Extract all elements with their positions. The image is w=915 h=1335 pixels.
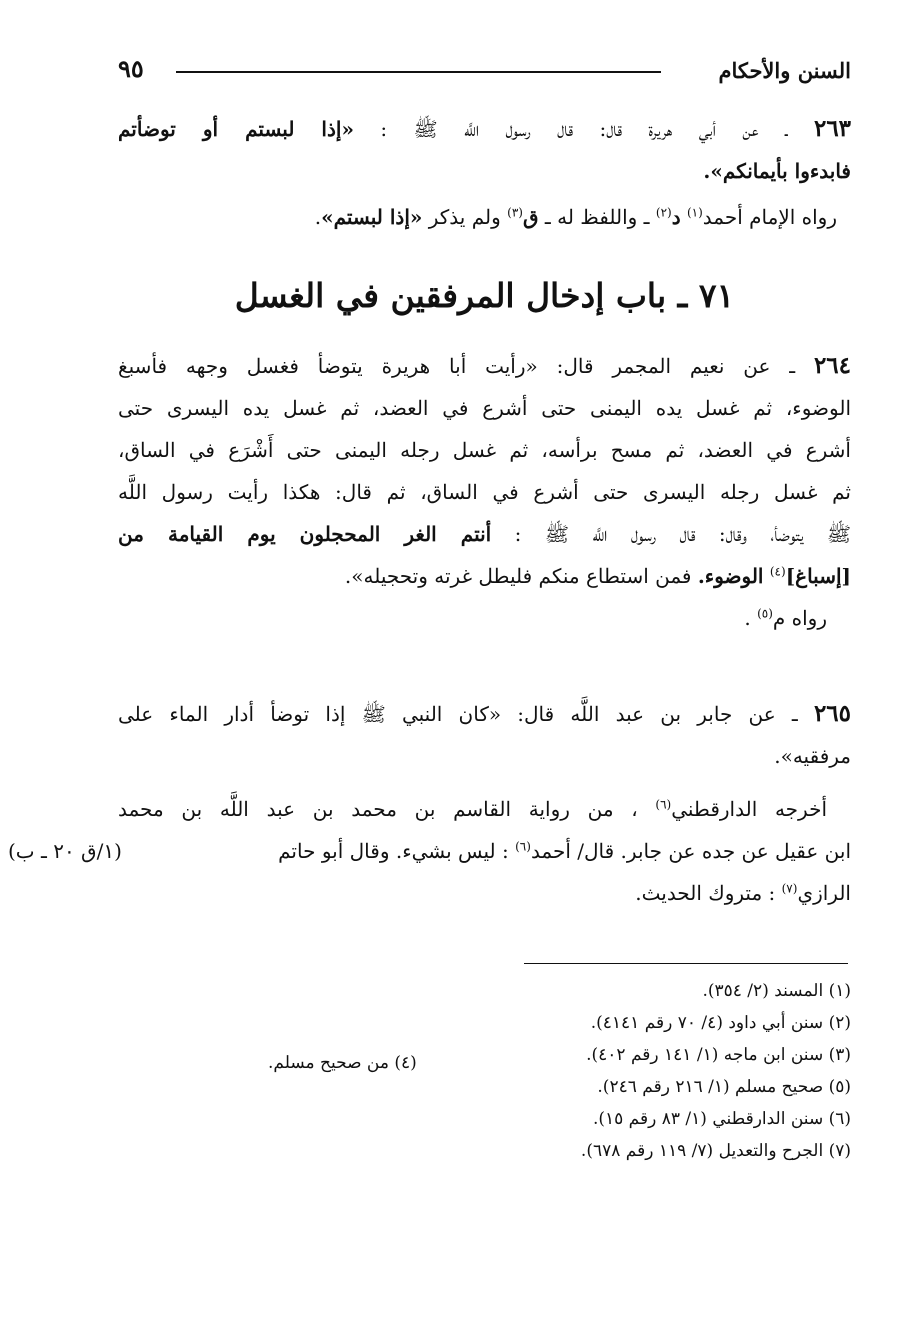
hadith-264-text: ﷺ يتوضأ، وقال: قال رسول اللَّه ﷺ : (514, 522, 852, 546)
footnote-6: (٦) سنن الدارقطني (١/ ٨٣ رقم ١٥). (592, 1109, 851, 1129)
hadith-264-line-4: ثم غسل رجله اليسرى حتى أشرع في الساق، ثم قال: هكذا رأيت رسول اللَّه (118, 480, 851, 504)
hadith-263-text-a: ـ عن أبي هريرة قال: قال رسول اللَّه ﷺ : (380, 117, 788, 141)
source-code: ق (522, 205, 539, 229)
takhrij-text: الرازي (797, 881, 851, 905)
footnote-ref: (٦) (515, 839, 531, 854)
footnote-separator (524, 963, 848, 964)
footnote-ref: (٢) (655, 205, 672, 220)
hadith-number: ٢٦٣ (813, 115, 852, 142)
source-text: ـ واللفظ له ـ (544, 205, 650, 229)
footnote-ref: (٦) (655, 797, 672, 812)
chapter-heading: ٧١ ـ باب إدخال المرفقين في الغسل (234, 276, 735, 315)
hadith-number: ٢٦٥ (813, 700, 852, 727)
manuscript-folio-marker: (١/ق ٢٠ ـ ب) (8, 839, 122, 863)
source-end: . (314, 205, 322, 229)
source-end: . (744, 606, 751, 630)
footnote-ref: (٥) (757, 606, 773, 621)
takhrij-text: : ليس بشيء. وقال أبو حاتم (278, 839, 509, 863)
footnotes (0, 975, 851, 1167)
hadith-263-quote: «إذا لبستم أو توضأتم (118, 117, 354, 141)
footnote-1: (١) المسند (٢/ ٣٥٤). (702, 981, 851, 1001)
footnote-3: (٣) سنن ابن ماجه (١/ ١٤١ رقم ٤٠٢). (586, 1045, 851, 1065)
source-text: رواه الإمام أحمد (702, 205, 837, 229)
footnote-ref: (١) (686, 205, 703, 220)
hadith-265-line-2: مرفقيه». (774, 744, 851, 768)
takhrij-text: أخرجه الدارقطني (671, 797, 827, 821)
hadith-263-line-2: فابدءوا بأيمانكم». (703, 159, 851, 183)
takhrij-text: : متروك الحديث. (635, 881, 776, 905)
footnote-ref: (٤) (769, 564, 786, 579)
takhrij-text: ابن عقيل عن جده عن جابر. قال/ أحمد (530, 839, 851, 863)
hadith-264-line-2: الوضوء، ثم غسل يده اليمنى حتى أشرع في العضد، ثم غسل يده اليسرى حتى (118, 396, 851, 420)
footnote-5: (٥) صحيح مسلم (١/ ٢١٦ رقم ٢٤٦). (597, 1077, 851, 1097)
source-text: ولم يذكر (428, 205, 501, 229)
page-number: ٩٥ (118, 54, 144, 83)
source-text: رواه م (772, 606, 827, 630)
hadith-264-line-3: أشرع في العضد، ثم مسح برأسه، ثم غسل رجله اليمنى حتى أَشْرَع في الساق، (118, 438, 851, 462)
book-title: السنن والأحكام (718, 58, 851, 83)
footnote-2: (٢) سنن أبي داود (٤/ ٧٠ رقم ٤١٤١). (590, 1013, 851, 1033)
hadith-number: ٢٦٤ (813, 352, 851, 379)
source-quote: «إذا لبستم» (321, 205, 423, 229)
source-code: د (671, 205, 681, 229)
footnote-ref: (٧) (781, 881, 798, 896)
footnote-4: (٤) من صحيح مسلم. (268, 1053, 417, 1073)
hadith-264-quote: [إسباغ] (785, 564, 851, 588)
hadith-265-text: ـ عن جابر بن عبد اللَّه قال: «كان النبي ﷺ إذا توضأ أدار الماء على (118, 702, 798, 726)
footnote-ref: (٣) (507, 205, 523, 220)
hadith-264-quote: أنتم الغر المحجلون يوم القيامة من (118, 522, 492, 546)
hadith-264-text: ـ عن نعيم المجمر قال: «رأيت أبا هريرة يتوضأ فغسل وجهه فأسبغ (118, 354, 796, 378)
footnote-7: (٧) الجرح والتعديل (٧/ ١١٩ رقم ٦٧٨). (580, 1141, 851, 1161)
hadith-264-text: فمن استطاع منكم فليطل غرته وتحجيله». (344, 564, 692, 588)
takhrij-text: ، من رواية القاسم بن محمد بن عبد اللَّه بن محمد (118, 797, 638, 821)
hadith-264-quote: الوضوء. (697, 564, 764, 588)
